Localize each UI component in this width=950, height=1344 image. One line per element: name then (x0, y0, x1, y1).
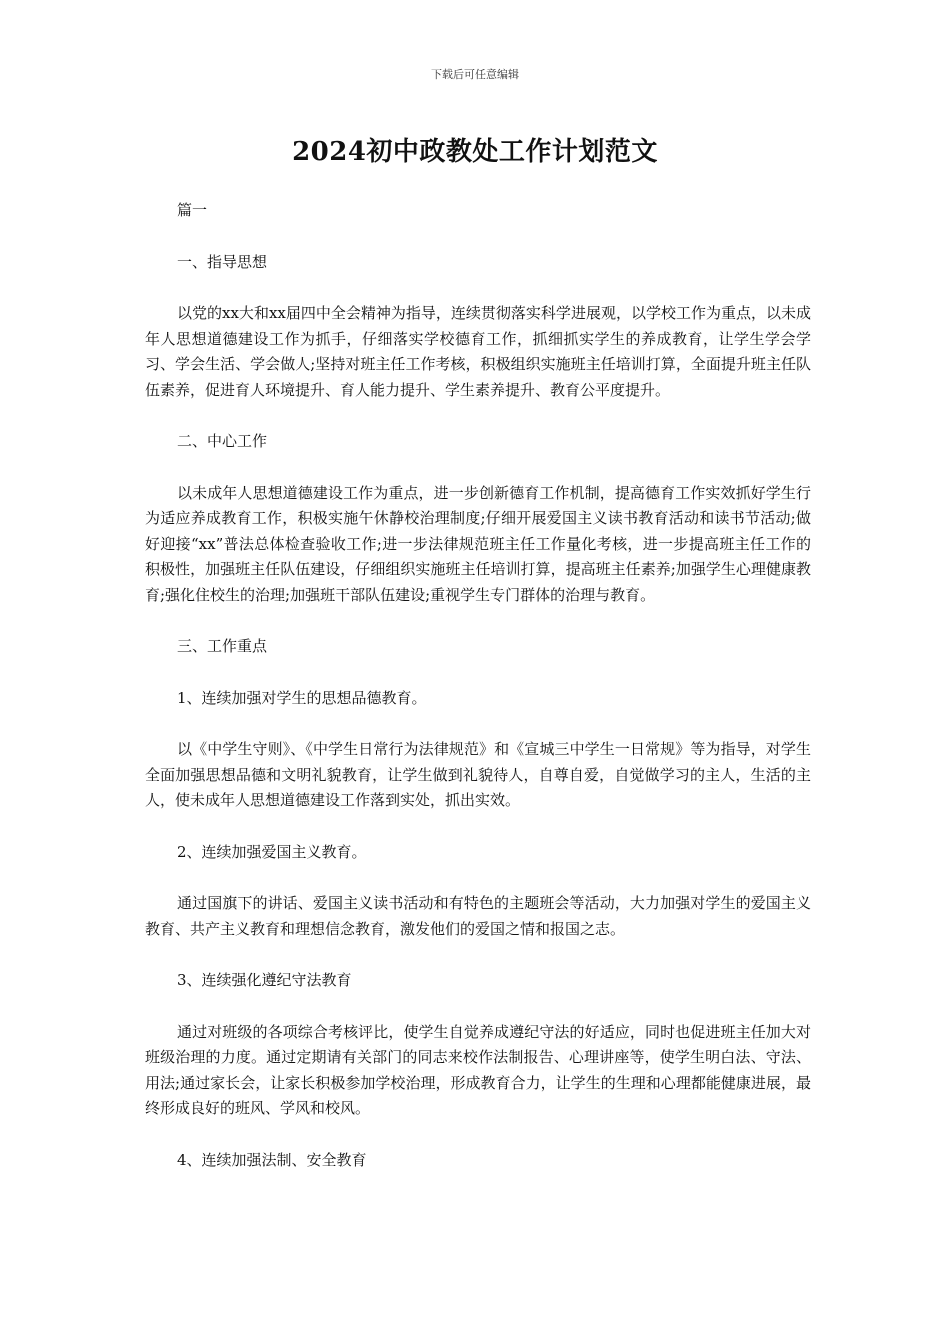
paragraph-moral-education: 以《中学生守则》、《中学生日常行为法律规范》和《宣城三中学生一日常规》等为指导，对学生全面加强思想品德和文明礼貌教育，让学生做到礼貌待人，自尊自爱，自觉做学习的主人，生活的主人，使未成年人思想道德建设工作落到实处，抓出实效。 (145, 740, 811, 809)
document-title: 2024初中政教处工作计划范文 (292, 137, 658, 167)
section-label: 篇一 (177, 201, 208, 219)
document-body (145, 198, 811, 1199)
subheading-patriotism: 2、连续加强爱国主义教育。 (177, 842, 367, 861)
subheading-moral-education: 1、连续加强对学生的思想品德教育。 (177, 688, 427, 707)
heading-work-focus: 三、工作重点 (177, 637, 268, 655)
paragraph-guiding-ideology: 以党的xx大和xx届四中全会精神为指导，连续贯彻落实科学进展观，以学校工作为重点，以未成年人思想道德建设工作为抓手，仔细落实学校德育工作，抓细抓实学生的养成教育，让学生学会学习、学会生活、学会做人;坚持对班主任工作考核，积极组织实施班主任培训打算，全面提升班主任队伍素养，促进育人环境提升、育人能力提升、学生素养提升、教育公平度提升。 (145, 304, 811, 399)
subheading-law-discipline: 3、连续强化遵纪守法教育 (177, 971, 352, 989)
page-header-note: 下载后可任意编辑 (431, 68, 519, 81)
paragraph-law-discipline: 通过对班级的各项综合考核评比，使学生自觉养成遵纪守法的好适应，同时也促进班主任加大对班级治理的力度。通过定期请有关部门的同志来校作法制报告、心理讲座等，使学生明白法、守法、用法;通过家长会，让家长积极参加学校治理，形成教育合力，让学生的生理和心理都能健康进展，最终形成良好的班风、学风和校风。 (145, 1022, 811, 1117)
heading-central-work: 二、中心工作 (177, 432, 268, 450)
heading-guiding-ideology: 一、指导思想 (177, 252, 268, 271)
subheading-legal-safety: 4、连续加强法制、安全教育 (177, 1150, 367, 1169)
paragraph-patriotism: 通过国旗下的讲话、爱国主义读书活动和有特色的主题班会等活动，大力加强对学生的爱国主义教育、共产主义教育和理想信念教育，激发他们的爱国之情和报国之志。 (145, 894, 811, 938)
paragraph-central-work: 以未成年人思想道德建设工作为重点，进一步创新德育工作机制，提高德育工作实效抓好学生行为适应养成教育工作，积极实施午休静校治理制度;仔细开展爱国主义读书教育活动和读书节活动;做好迎接“xx”普法总体检查验收工作;进一步法律规范班主任工作量化考核，进一步提高班主任工作的积极性，加强班主任队伍建设，仔细组织实施班主任培训打算，提高班主任素养;加强学生心理健康教育;强化住校生的治理;加强班干部队伍建设;重视学生专门群体的治理与教育。 (145, 483, 811, 604)
